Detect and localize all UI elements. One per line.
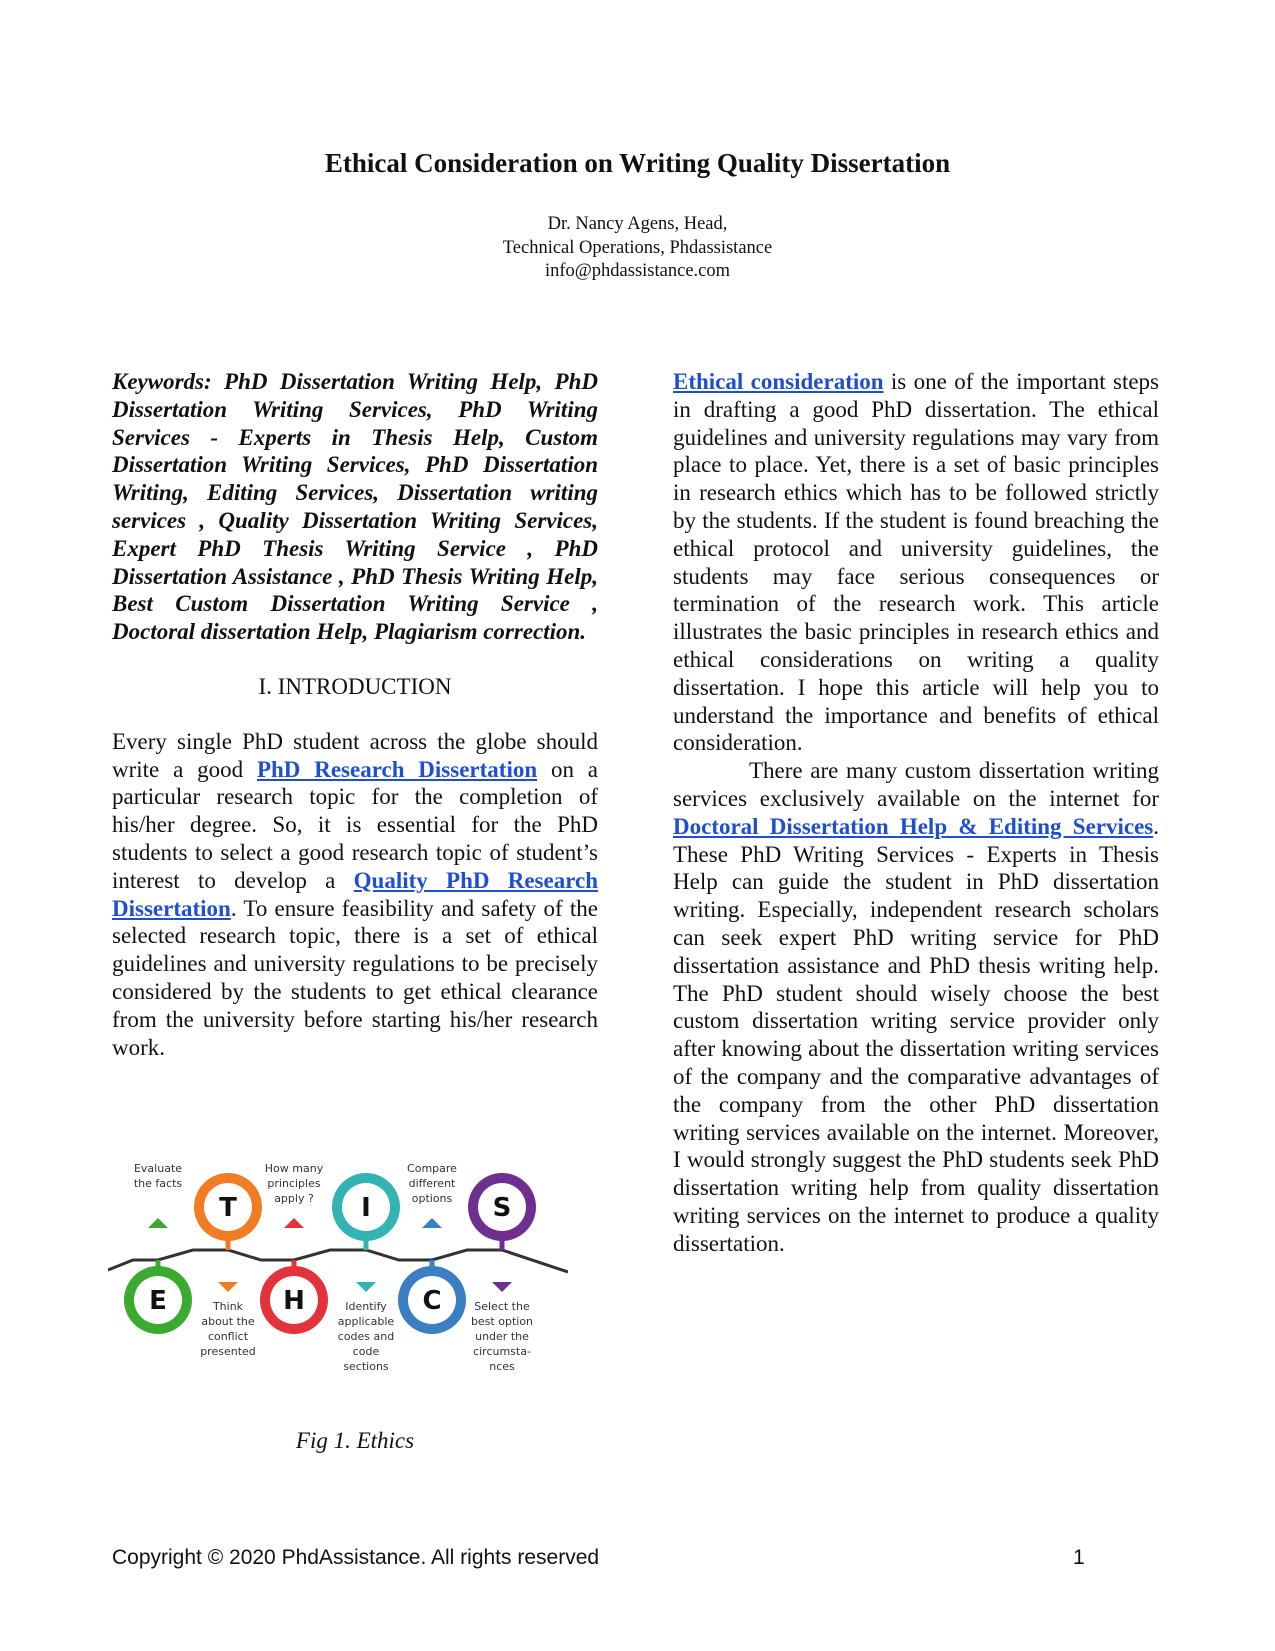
right-text-2b: . These PhD Writing Services - Experts in Thesis Help can guide the student in PhD dissertation writing. Especially, independent research scholars can seek expert PhD writing service for PhD dissertation assistance and PhD thesis writing help. The PhD student should wisely choose the best custom dissertation writing service provider only after knowing about the dissertation writing services of the company and the comparative advantages of the company from the other PhD dissertation writing services available on the internet. Moreover, I would strongly suggest the PhD students seek PhD dissertation writing help from quality dissertation writing services on the internet to produce a quality dissertation. xyxy=(673,813,1159,1256)
label-h-line: How many xyxy=(264,1162,324,1175)
label-s-line: nces xyxy=(489,1360,515,1373)
introduction-paragraph xyxy=(112,728,598,1062)
arrow-t xyxy=(218,1282,238,1292)
label-s-line: circumsta- xyxy=(473,1345,531,1358)
letter-t: T xyxy=(219,1193,237,1223)
label-i-line: applicable xyxy=(337,1315,395,1328)
author-name: Dr. Nancy Agens, Head, xyxy=(547,214,728,234)
label-i-line: codes and xyxy=(337,1330,395,1343)
intro-text-3: . To ensure feasibility and safety of the selected research topic, there is a set of ethical guidelines and university regulations to be precisely considered by the students to get ethical clearance from the university before starting his/her research work. xyxy=(112,895,598,1060)
letter-c: C xyxy=(422,1286,442,1316)
footer-copyright: Copyright © 2020 PhdAssistance. All rights reserved xyxy=(112,1546,600,1569)
letter-s: S xyxy=(492,1193,512,1223)
label-s-line: under the xyxy=(475,1330,529,1343)
arrow-e xyxy=(148,1218,168,1228)
intro-text-2: on a particular research topic for the completion of his/her degree. So, it is essential for the PhD students to select a good research topic of student’s interest to develop a xyxy=(112,756,598,893)
right-text-2a: There are many custom dissertation writing services exclusively available on the internet for xyxy=(673,758,1159,811)
label-s-line: Select the xyxy=(474,1300,530,1313)
link-quality-phd-research-dissertation[interactable]: Quality PhD Research Dissertation xyxy=(112,867,598,921)
label-c-line: options xyxy=(411,1192,453,1205)
intro-text-1: Every single PhD student across the globe should write a good xyxy=(112,728,598,782)
link-ethical-consideration[interactable]: Ethical consideration xyxy=(673,369,884,394)
arrow-s xyxy=(492,1282,512,1292)
label-i-line: Identify xyxy=(345,1300,387,1313)
page-number: 1 xyxy=(1073,1546,1085,1569)
letter-e: E xyxy=(149,1286,167,1316)
right-column xyxy=(673,368,1159,1258)
author-block xyxy=(0,213,1275,284)
letter-i: I xyxy=(361,1193,371,1223)
left-column xyxy=(112,368,598,1061)
letter-h: H xyxy=(283,1286,305,1316)
right-text-1: is one of the important steps in drafting a good PhD dissertation. The ethical guidelines and university regulations may vary from place to place. Yet, there is a set of basic principles in research ethics which has to be followed strictly by the students. If the student is found breaching the ethical protocol and university guidelines, the students may face serious consequences or termination of the research work. This article illustrates the basic principles in research ethics and ethical considerations on writing a quality dissertation. I hope this article will help you to understand the importance and benefits of ethical consideration. xyxy=(673,369,1159,756)
figure-caption: Fig 1. Ethics xyxy=(295,1428,415,1453)
link-doctoral-dissertation-help[interactable]: Doctoral Dissertation Help & Editing Services xyxy=(673,813,1154,839)
label-t-line: Think xyxy=(212,1300,244,1313)
label-e-line: Evaluate xyxy=(133,1162,183,1175)
arrow-i xyxy=(356,1282,376,1292)
label-s-line: best option xyxy=(470,1315,534,1328)
arrow-h xyxy=(284,1218,304,1228)
label-t-line: conflict xyxy=(207,1330,249,1343)
label-h-line: apply ? xyxy=(274,1192,314,1205)
ethics-figure xyxy=(108,1160,568,1380)
label-e-line: the facts xyxy=(133,1177,183,1190)
zigzag-line xyxy=(108,1250,568,1272)
label-t-line: about the xyxy=(201,1315,255,1328)
arrow-c xyxy=(422,1218,442,1228)
document-title: Ethical Consideration on Writing Quality Dissertation xyxy=(324,148,951,178)
label-i-line: sections xyxy=(343,1360,389,1373)
label-t-line: presented xyxy=(200,1345,256,1358)
label-h-line: principles xyxy=(267,1177,321,1190)
keywords-paragraph: Keywords: PhD Dissertation Writing Help, PhD Dissertation Writing Services, PhD Writing Services - Experts in Thesis Help, Custom Dissertation Writing Services, PhD Dissertation Writing, Editing Services, Dissertation writing services , Quality Dissertation Writing Services, Expert PhD Thesis Writing Service , PhD Dissertation Assistance , PhD Thesis Writing Help, Best Custom Dissertation Writing Service , Doctoral dissertation Help, Plagiarism correction. xyxy=(112,369,598,645)
label-c-line: different xyxy=(408,1177,456,1190)
link-phd-research-dissertation[interactable]: PhD Research Dissertation xyxy=(256,756,538,782)
author-email: info@phdassistance.com xyxy=(544,261,731,281)
author-affiliation: Technical Operations, Phdassistance xyxy=(502,237,773,258)
right-paragraph-1 xyxy=(673,368,1159,757)
section-heading-introduction: I. INTRODUCTION xyxy=(258,673,452,699)
label-i-line: code xyxy=(352,1345,380,1358)
label-c-line: Compare xyxy=(407,1162,457,1175)
right-paragraph-2 xyxy=(673,757,1159,1257)
